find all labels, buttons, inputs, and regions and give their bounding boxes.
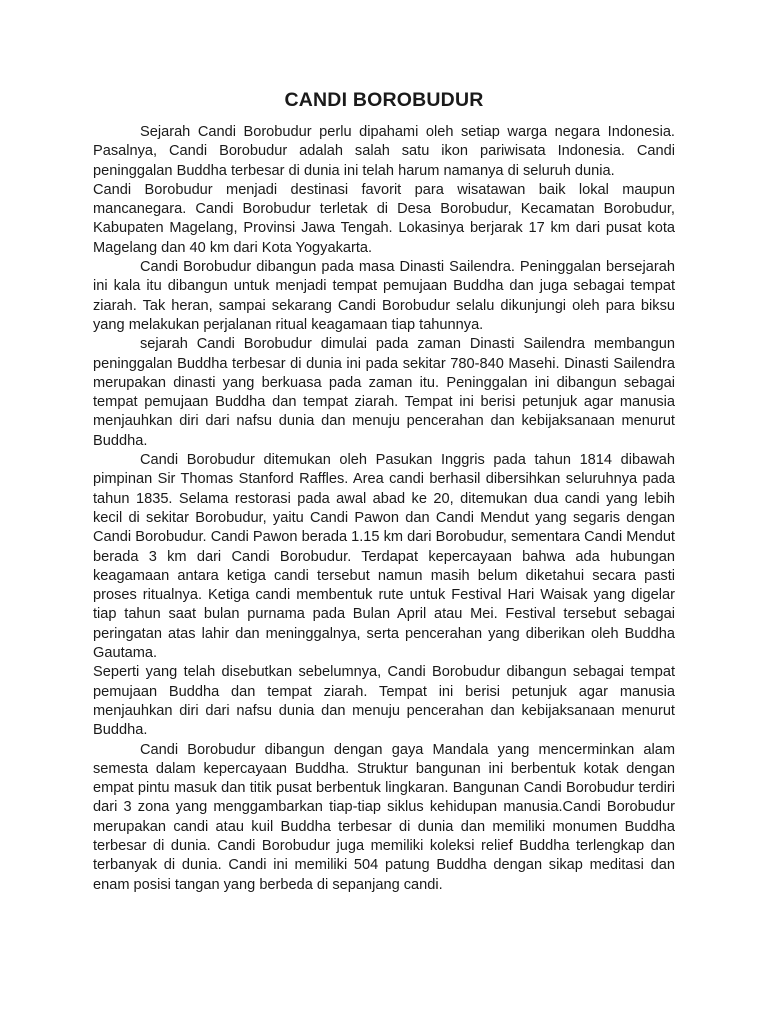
document-title: CANDI BOROBUDUR (284, 89, 484, 111)
document-page (93, 88, 675, 895)
paragraph-discovery: Candi Borobudur ditemukan oleh Pasukan Inggris pada tahun 1814 dibawah pimpinan Sir Thomas Stanford Raffles. Area candi berhasil dibersihkan seluruhnya pada tahun 1835. Selama restorasi pada awal abad ke 20, ditemukan dua candi yang lebih kecil di sekitar Borobudur, yaitu Candi Pawon dan Candi Mendut yang segaris dengan Candi Borobudur. Candi Pawon berada 1.15 km dari Borobudur, sementara Candi Mendut berada 3 km dari Candi Borobudur. Terdapat kepercayaan bahwa ada hubungan keagamaan antara ketiga candi tersebut namun masih belum diketahui secara pasti proses ritualnya. Ketiga candi membentuk rute untuk Festival Hari Waisak yang digelar tiap tahun saat bulan purnama pada Bulan April atau Mei. Festival tersebut sebagai peringatan atas lahir dan meninggalnya, serta pencerahan yang diberikan oleh Buddha Gautama. (93, 452, 675, 662)
paragraph-purpose: Seperti yang telah disebutkan sebelumnya, Candi Borobudur dibangun sebagai tempat pemujaan Buddha dan tempat ziarah. Tempat ini berisi petunjuk agar manusia menjauhkan diri dari nafsu dunia dan menuju pencerahan dan kebijaksanaan menurut Buddha. (93, 664, 675, 739)
paragraph-dynasty: Candi Borobudur dibangun pada masa Dinasti Sailendra. Peninggalan bersejarah ini kala itu dibangun untuk menjadi tempat pemujaan Buddha dan juga sebagai tempat ziarah. Tak heran, sampai sekarang Candi Borobudur selalu dikunjungi oleh para biksu yang melakukan perjalanan ritual keagamaan tiap tahunnya. (93, 259, 675, 333)
paragraph-location: Candi Borobudur menjadi destinasi favorit para wisatawan baik lokal maupun mancanegara. Candi Borobudur terletak di Desa Borobudur, Kecamatan Borobudur, Kabupaten Magelang, Provinsi Jawa Tengah. Lokasinya berjarak 17 km dari pusat kota Magelang dan 40 km dari Kota Yogyakarta. (93, 181, 675, 256)
paragraph-history: sejarah Candi Borobudur dimulai pada zaman Dinasti Sailendra membangun peninggalan Buddha terbesar di dunia ini pada sekitar 780-840 Masehi. Dinasti Sailendra merupakan dinasti yang berkuasa pada zaman itu. Peninggalan ini dibangun sebagai tempat pemujaan Buddha dan tempat ziarah. Tempat ini berisi petunjuk agar manusia menjauhkan diri dari nafsu dunia dan menuju pencerahan dan kebijaksanaan menurut Buddha. (93, 336, 675, 449)
paragraph-architecture: Candi Borobudur dibangun dengan gaya Mandala yang mencerminkan alam semesta dalam kepercayaan Buddha. Struktur bangunan ini berbentuk kotak dengan empat pintu masuk dan titik pusat berbentuk lingkaran. Bangunan Candi Borobudur terdiri dari 3 zona yang menggambarkan tiap-tiap siklus kehidupan manusia.Candi Borobudur merupakan candi atau kuil Buddha terbesar di dunia dan memiliki monumen Buddha terbesar di dunia. Candi Borobudur juga memiliki koleksi relief Buddha terlengkap dan terbanyak di dunia. Candi ini memiliki 504 patung Buddha dengan sikap meditasi dan enam posisi tangan yang berbeda di sepanjang candi. (93, 741, 675, 893)
paragraph-intro: Sejarah Candi Borobudur perlu dipahami oleh setiap warga negara Indonesia. Pasalnya, Candi Borobudur adalah salah satu ikon pariwisata Indonesia. Candi peninggalan Buddha terbesar di dunia ini telah harum namanya di seluruh dunia. (93, 124, 675, 179)
